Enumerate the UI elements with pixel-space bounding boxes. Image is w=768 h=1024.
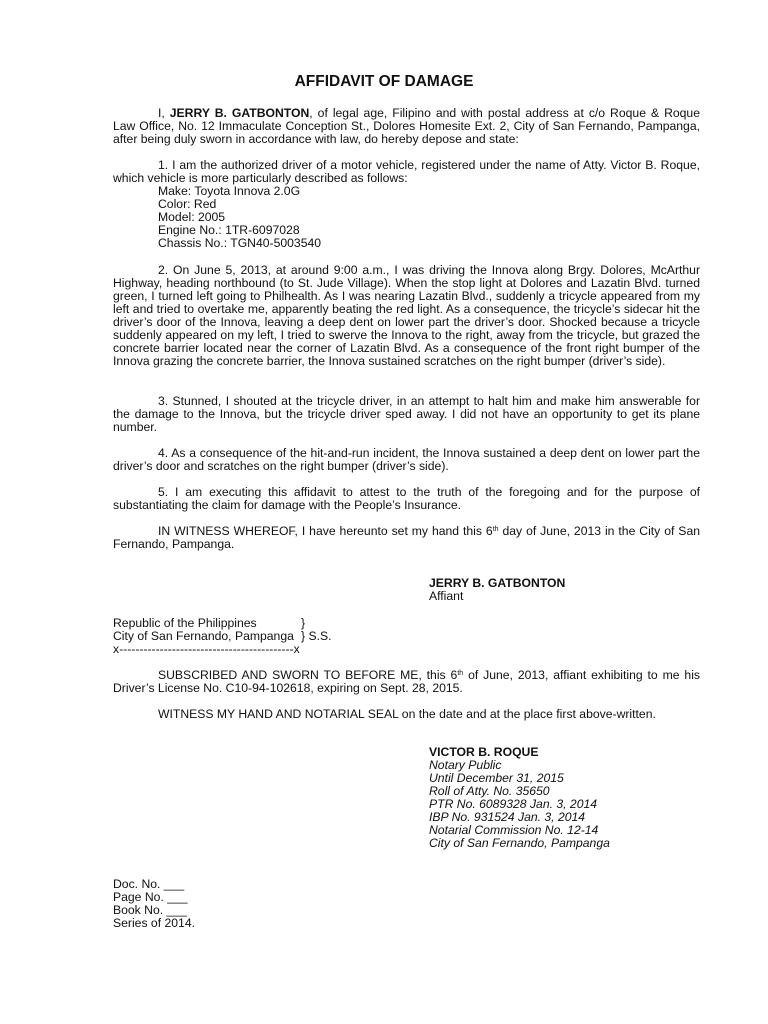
jurat-paragraph (113, 669, 700, 695)
affiant-name: JERRY B. GATBONTON (429, 576, 566, 590)
vehicle-engine: Engine No.: 1TR-6097028 (158, 223, 300, 237)
notarial-seal-line: WITNESS MY HAND AND NOTARIAL SEAL on the date and at the place first above-written. (158, 707, 656, 721)
vehicle-details (158, 185, 700, 250)
vehicle-color: Color: Red (158, 197, 217, 211)
notary-title: Notary Public (429, 758, 502, 772)
intro-paragraph (113, 107, 700, 146)
jurat-sup: th (457, 670, 464, 677)
notary-signature-block (429, 746, 729, 850)
venue-brace-2: } S.S. (301, 629, 332, 643)
affiant-name-intro: JERRY B. GATBONTON (169, 106, 310, 120)
paragraph-5: 5. I am executing this affidavit to attest to the truth of the foregoing and for the purpose of substantiating the claim for damage with the People’s Insurance. (113, 485, 700, 512)
paragraph-1: 1. I am the authorized driver of a motor vehicle, registered under the name of Atty. Victor B. Roque, which vehicle is more particularly described as follows: (113, 158, 700, 185)
vehicle-chassis: Chassis No.: TGN40-5003540 (158, 236, 322, 250)
page-no: Page No. ___ (113, 890, 188, 904)
notary-ptr-no: PTR No. 6089328 Jan. 3, 2014 (429, 797, 598, 811)
affiant-role: Affiant (429, 589, 464, 603)
jurat-text-post: of June, 2013, affiant exhibiting to me his Driver’s License No. C10-94-102618, expiring on Sept. 28, 2015. (113, 668, 700, 695)
venue-rule: x-------------------------------------------x (113, 642, 300, 656)
paragraph-4: 4. As a consequence of the hit-and-run incident, the Innova sustained a deep dent on lower part the driver’s door and scratches on the right bumper (driver’s side). (113, 446, 700, 473)
venue-country: Republic of the Philippines (113, 616, 257, 630)
document-title: AFFIDAVIT OF DAMAGE (294, 73, 474, 90)
witness-text-post: day of June, 2013 in the City of San Fernando, Pampanga. (113, 524, 700, 551)
notary-commission-until: Until December 31, 2015 (429, 771, 564, 785)
paragraph-2: 2. On June 5, 2013, at around 9:00 a.m., I was driving the Innova along Brgy. Dolores, McArthur Highway, heading northbound (to St. Jude Village). When the stop light at Dolores and Lazatin Blvd. turned green, I turned left going to Philhealth. As I was nearing Lazatin Blvd., suddenly a tricycle appeared from my left and tried to overtake me, apparently beating the red light. As a consequence, the tricycle’s sidecar hit the driver’s door of the Innova, leaving a deep dent on lower part the driver’s door. Shocked because a tricycle suddenly appeared on my left, I tried to swerve the Innova to the right, away from the tricycle, but grazed the concrete barrier located near the corner of Lazatin Blvd. As a consequence of the front right bumper of the Innova grazing the concrete barrier, the Innova sustained scratches on the right bumper (driver’s side). (113, 263, 700, 368)
notary-roll-no: Roll of Atty. No. 35650 (429, 784, 550, 798)
witness-text-pre: IN WITNESS WHEREOF, I have hereunto set my hand this 6 (158, 524, 493, 538)
vehicle-make: Make: Toyota Innova 2.0G (158, 184, 301, 198)
docket-block (113, 878, 700, 930)
witness-whereof (113, 525, 700, 551)
affiant-signature-block (429, 577, 729, 603)
witness-sup: th (492, 526, 499, 533)
notary-commission-no: Notarial Commission No. 12-14 (429, 823, 599, 837)
venue-block (113, 617, 700, 656)
notary-name: VICTOR B. ROQUE (429, 745, 539, 759)
jurat-text-pre: SUBSCRIBED AND SWORN TO BEFORE ME, this 6 (158, 668, 458, 682)
intro-text: , of legal age, Filipino and with postal address at c/o Roque & Roque Law Office, No. 12 Immaculate Conception St., Dolores Homesite Ext. 2, City of San Fernando, Pampanga, after being duly sworn in accordance with law, do hereby depose and state: (113, 106, 700, 146)
series-year: Series of 2014. (113, 916, 195, 930)
venue-brace-1: } (301, 616, 306, 630)
notary-location: City of San Fernando, Pampanga (429, 836, 610, 850)
paragraph-3: 3. Stunned, I shouted at the tricycle driver, in an attempt to halt him and make him answerable for the damage to the Innova, but the tricycle driver sped away. I did not have an opportunity to get its plane number. (113, 394, 700, 434)
doc-no: Doc. No. ___ (113, 877, 185, 891)
vehicle-model: Model: 2005 (158, 210, 226, 224)
book-no: Book No. ___ (113, 903, 187, 917)
venue-city: City of San Fernando, Pampanga (113, 629, 294, 643)
notary-ibp-no: IBP No. 931524 Jan. 3, 2014 (429, 810, 586, 824)
intro-prefix: I, (158, 106, 170, 120)
paragraph-1-block (113, 159, 700, 250)
